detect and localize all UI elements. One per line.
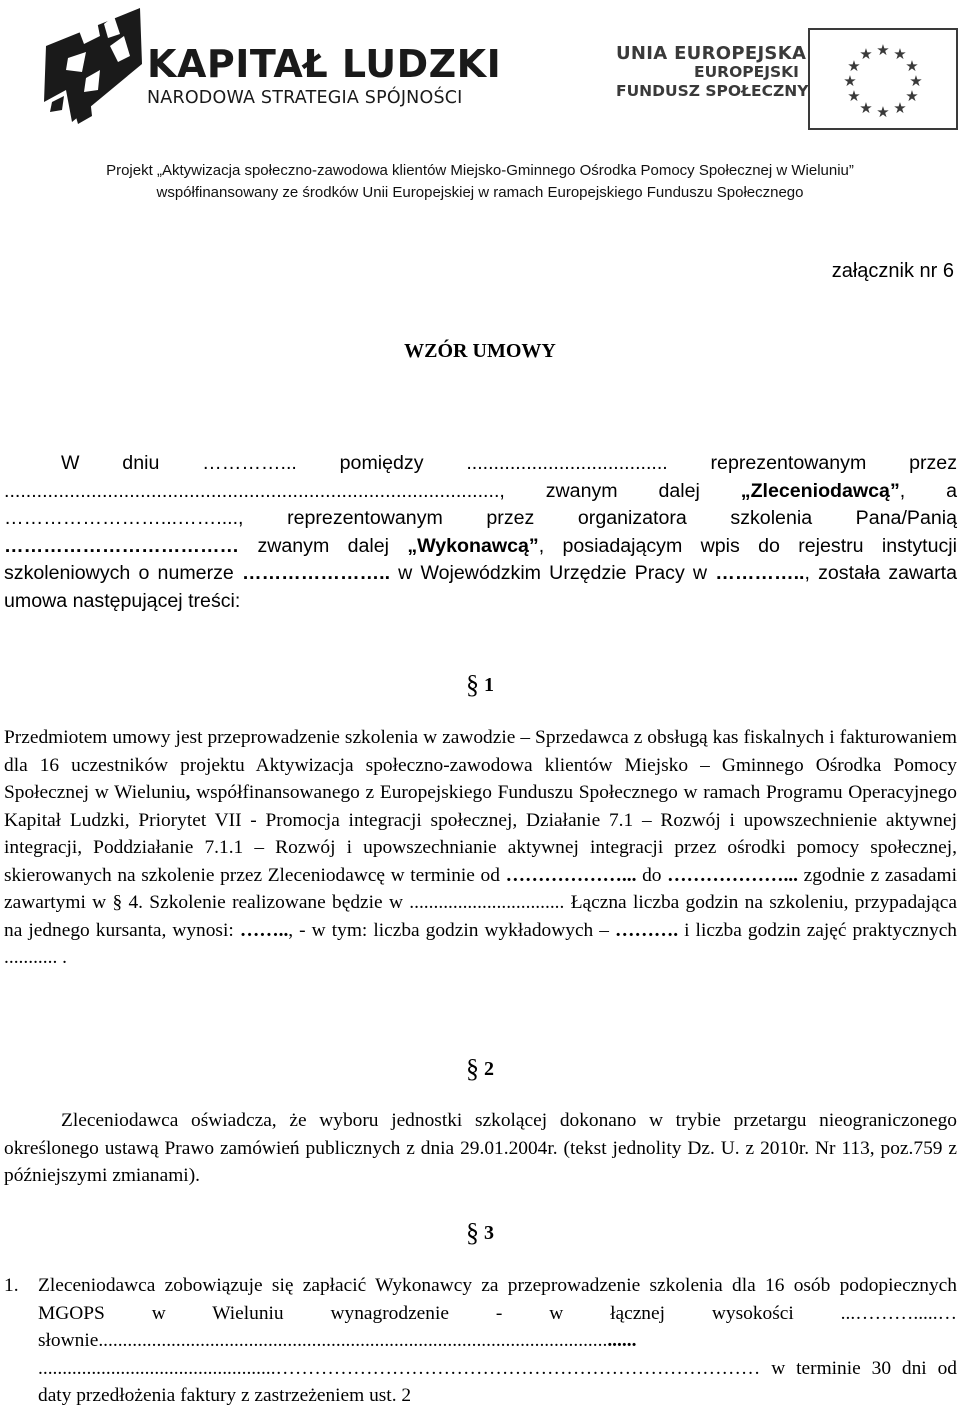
para1-blank-hours: …….. bbox=[239, 919, 289, 941]
intro-text-1: W dniu …………... pomiędzy ..................................... reprezentowanym przez ..........................................................................................., zwanym dalej bbox=[4, 452, 957, 502]
kapital-ludzki-title: KAPITAŁ LUDZKI bbox=[147, 42, 502, 86]
item-number: 1. bbox=[4, 1275, 19, 1296]
intro-text-2: , a ……………………...……...., reprezentowanym przez organizatora szkolenia Pana/Panią bbox=[4, 479, 957, 529]
para1-text-2: współfinansowanego z Europejskiego Funduszu Społecznego w ramach Programu Operacyjnego Kapitał Ludzki, Priorytet VII - Promocja integracji społecznej, Działanie 7.1 – Rozwój i upowszechnienie aktywnej integracji, Poddziałanie 7.1.1 – Rozwój i upowszechnianie aktywnej integracji przez ośrodki pomocy społecznej, skierowanych na szkolenie przez Zleceniodawcę w terminie od bbox=[4, 782, 957, 886]
section-symbol: § bbox=[466, 670, 479, 699]
para1-text-4: zgodnie z zasadami zawartymi w § 4. Szkolenie realizowane będzie w ................................ Łączna liczba godzin na szkoleniu, przypadająca na jednego kursanta, wynosi: bbox=[4, 864, 958, 941]
item1-text-1: Zleceniodawca zobowiązuje się zapłacić Wykonawcy za przeprowadzenie szkolenia dla 16 osób podopiecznych MGOPS w Wieluniu wynagrodzenie - w łącznej wysokości ...……….....…słownie......................................................................................................... bbox=[38, 1275, 957, 1351]
svg-text:★: ★ bbox=[893, 45, 907, 63]
section-3-heading bbox=[0, 1218, 960, 1248]
svg-text:★: ★ bbox=[847, 87, 861, 105]
section-2-heading bbox=[0, 1054, 960, 1084]
para1-text-1: Przedmiotem umowy jest przeprowadzenie szkolenia w zawodzie – Sprzedawca z obsługą kas fiskalnych i fakturowaniem dla 16 uczestników projektu Aktywizacja społeczno-zawodowa klientów Miejsko – Gminnego Ośrodka Pomocy Społecznej w Wieluniu bbox=[4, 727, 957, 803]
svg-text:★: ★ bbox=[847, 57, 861, 75]
item1-text-2: .................................................………………………………………………………………… w terminie 30 dni od daty przedłożenia faktury z zastrzeżeniem ust. 2 bbox=[38, 1357, 957, 1406]
svg-text:★: ★ bbox=[905, 87, 919, 105]
svg-text:★: ★ bbox=[893, 99, 907, 117]
svg-text:★: ★ bbox=[876, 41, 890, 59]
svg-text:★: ★ bbox=[905, 57, 919, 75]
intro-text-4: , posiadającym wpis do rejestru instytucji szkoleniowych o numerze bbox=[4, 534, 958, 584]
svg-text:★: ★ bbox=[909, 72, 923, 90]
project-title-line-1: Projekt „Aktywizacja społeczno-zawodowa klientów Miejsko-Gminnego Ośrodka Pomocy Społecznej w Wieluniu” bbox=[106, 162, 854, 179]
intro-paragraph bbox=[4, 450, 957, 615]
para1-text-3: do bbox=[636, 864, 668, 886]
document-title: WZÓR UMOWY bbox=[404, 340, 556, 362]
section-3-item-1 bbox=[4, 1272, 957, 1410]
section-number: 2 bbox=[484, 1058, 494, 1080]
intro-text-3: zwanym dalej bbox=[239, 534, 408, 557]
intro-party-zleceniodawca: „Zleceniodawcą” bbox=[740, 479, 900, 502]
eu-wordmark bbox=[616, 44, 808, 101]
svg-text:★: ★ bbox=[876, 103, 890, 121]
eu-line-3: FUNDUSZ SPOŁECZNY bbox=[616, 82, 809, 100]
intro-text-5: w Wojewódzkim Urzędzie Pracy w bbox=[390, 562, 716, 584]
svg-text:★: ★ bbox=[843, 72, 857, 90]
para1-blank-lecture-hours: ………. bbox=[615, 919, 679, 941]
section-number: 3 bbox=[484, 1222, 494, 1244]
kapital-ludzki-subtitle: NARODOWA STRATEGIA SPÓJNOŚCI bbox=[147, 88, 463, 108]
para1-comma: , bbox=[185, 782, 191, 803]
kapital-ludzki-wordmark bbox=[147, 44, 501, 108]
intro-blank-name: ……………………………… bbox=[4, 534, 240, 557]
para1-blank-start: ………………... bbox=[505, 864, 637, 886]
section-number: 1 bbox=[484, 674, 494, 696]
para1-text-5: , - w tym: liczba godzin wykładowych – bbox=[288, 919, 616, 941]
section-symbol: § bbox=[466, 1218, 479, 1247]
item1-dots: ...... bbox=[607, 1330, 637, 1351]
intro-text-6: , została zawarta umowa następującej treści: bbox=[4, 562, 957, 612]
intro-blank-city: ………….. bbox=[715, 562, 805, 584]
section-1-paragraph bbox=[4, 724, 957, 972]
svg-text:★: ★ bbox=[859, 99, 873, 117]
svg-text:★: ★ bbox=[859, 45, 873, 63]
eu-flag-icon bbox=[808, 28, 958, 130]
intro-party-wykonawca: „Wykonawcą” bbox=[407, 534, 539, 557]
section-1-heading bbox=[0, 670, 960, 700]
section-2-paragraph: Zleceniodawca oświadcza, że wyboru jednostki szkolącej dokonano w trybie przetargu nieograniczonego określonego ustawą Prawo zamówień publicznych z dnia 29.01.2004r. (tekst jednolity Dz. U. z 2010r. Nr 113, poz.759 z późniejszymi zmianami). bbox=[4, 1110, 957, 1186]
section-symbol: § bbox=[466, 1054, 479, 1083]
project-title-line-2: współfinansowany ze środków Unii Europejskiej w ramach Europejskiego Funduszu Społecznego bbox=[156, 184, 804, 201]
para1-blank-end: ………………... bbox=[667, 864, 798, 886]
para1-text-6: i liczba godzin zajęć praktycznych ........... . bbox=[4, 919, 957, 968]
eu-line-1: UNIA EUROPEJSKA bbox=[616, 43, 807, 64]
item-body bbox=[38, 1272, 957, 1410]
eu-line-2: EUROPEJSKI bbox=[694, 63, 799, 81]
annex-label: załącznik nr 6 bbox=[831, 260, 954, 282]
intro-blank-number: ………………….. bbox=[241, 562, 391, 584]
